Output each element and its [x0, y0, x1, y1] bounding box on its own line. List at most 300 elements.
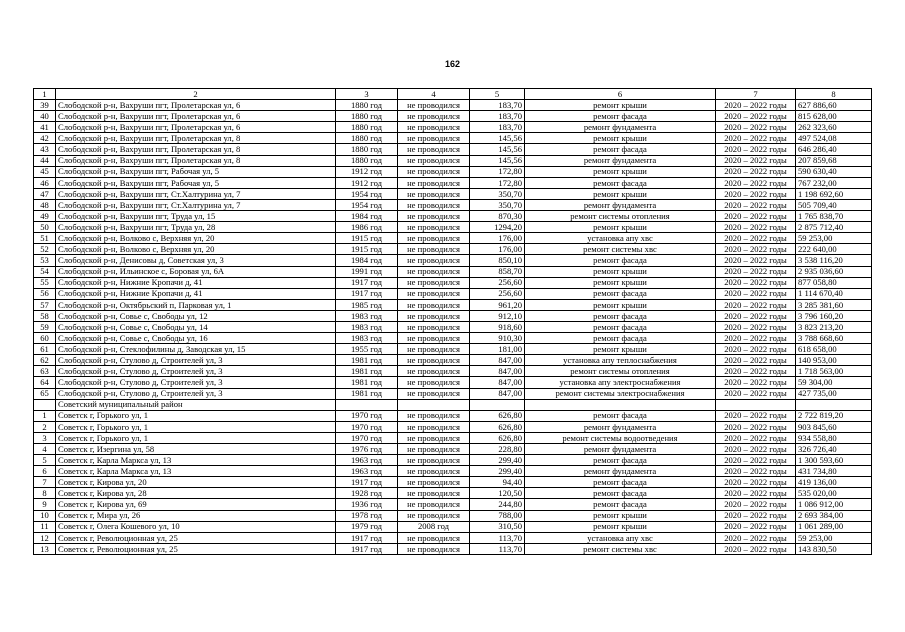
build-year-cell: 1880 год	[336, 122, 398, 133]
inspection-cell: не проводился	[398, 244, 470, 255]
address-cell: Слободской р-н, Вахруши пгт, Ст.Халтурина ул, 7	[56, 199, 336, 210]
cost-cell: 2 693 384,00	[796, 510, 872, 521]
address-cell: Советск г, Революционная ул, 25	[56, 532, 336, 543]
area-cell: 244,80	[470, 499, 525, 510]
address-cell: Советск г, Карла Маркса ул, 13	[56, 455, 336, 466]
work-type-cell: ремонт фасада	[525, 410, 716, 421]
address-cell: Советск г, Изергина ул, 58	[56, 444, 336, 455]
table-row	[34, 444, 872, 455]
cost-cell: 140 953,00	[796, 355, 872, 366]
build-year-cell: 1915 год	[336, 244, 398, 255]
work-type-cell: ремонт фасада	[525, 499, 716, 510]
table-row	[34, 166, 872, 177]
address-cell: Слободской р-н, Вахруши пгт, Ст.Халтурина ул, 7	[56, 188, 336, 199]
row-number: 3	[34, 432, 56, 443]
build-year-cell: 1955 год	[336, 344, 398, 355]
area-cell: 299,40	[470, 455, 525, 466]
cost-cell: 143 830,50	[796, 543, 872, 554]
empty-cell	[34, 399, 56, 410]
period-cell: 2020 – 2022 годы	[716, 166, 796, 177]
build-year-cell: 1880 год	[336, 111, 398, 122]
column-number: 1	[34, 89, 56, 100]
inspection-cell: не проводился	[398, 144, 470, 155]
build-year-cell: 1986 год	[336, 222, 398, 233]
column-number: 6	[525, 89, 716, 100]
area-cell: 120,50	[470, 488, 525, 499]
row-number: 6	[34, 466, 56, 477]
area-cell: 847,00	[470, 366, 525, 377]
row-number: 8	[34, 488, 56, 499]
row-number: 47	[34, 188, 56, 199]
area-cell: 626,80	[470, 410, 525, 421]
row-number: 10	[34, 510, 56, 521]
area-cell: 176,00	[470, 244, 525, 255]
table-row	[34, 133, 872, 144]
work-type-cell: ремонт системы отопления	[525, 211, 716, 222]
cost-cell: 505 709,40	[796, 199, 872, 210]
build-year-cell: 1970 год	[336, 410, 398, 421]
period-cell: 2020 – 2022 годы	[716, 188, 796, 199]
build-year-cell: 1976 год	[336, 444, 398, 455]
build-year-cell: 1917 год	[336, 543, 398, 554]
build-year-cell: 1991 год	[336, 266, 398, 277]
cost-cell: 3 796 160,20	[796, 310, 872, 321]
period-cell: 2020 – 2022 годы	[716, 199, 796, 210]
cost-cell: 497 524,08	[796, 133, 872, 144]
address-cell: Советск г, Горького ул, 1	[56, 432, 336, 443]
inspection-cell: не проводился	[398, 133, 470, 144]
period-cell: 2020 – 2022 годы	[716, 532, 796, 543]
row-number: 41	[34, 122, 56, 133]
build-year-cell: 1983 год	[336, 333, 398, 344]
period-cell: 2020 – 2022 годы	[716, 299, 796, 310]
period-cell: 2020 – 2022 годы	[716, 277, 796, 288]
address-cell: Советск г, Кирова ул, 28	[56, 488, 336, 499]
cost-cell: 815 628,00	[796, 111, 872, 122]
cost-cell: 1 300 593,60	[796, 455, 872, 466]
column-number: 5	[470, 89, 525, 100]
row-number: 39	[34, 100, 56, 111]
row-number: 43	[34, 144, 56, 155]
row-number: 4	[34, 444, 56, 455]
period-cell: 2020 – 2022 годы	[716, 111, 796, 122]
cost-cell: 3 285 381,60	[796, 299, 872, 310]
work-type-cell: ремонт фасада	[525, 111, 716, 122]
build-year-cell: 1880 год	[336, 155, 398, 166]
build-year-cell: 1954 год	[336, 188, 398, 199]
build-year-cell: 1985 год	[336, 299, 398, 310]
area-cell: 626,80	[470, 421, 525, 432]
address-cell: Советск г, Карла Маркса ул, 13	[56, 466, 336, 477]
work-type-cell: ремонт фундамента	[525, 466, 716, 477]
address-cell: Слободской р-н, Стулово д, Строителей ул, 3	[56, 355, 336, 366]
address-cell: Слободской р-н, Вахруши пгт, Рабочая ул, 5	[56, 177, 336, 188]
area-cell: 847,00	[470, 388, 525, 399]
address-cell: Слободской р-н, Стулово д, Строителей ул, 3	[56, 366, 336, 377]
row-number: 13	[34, 543, 56, 554]
inspection-cell: не проводился	[398, 477, 470, 488]
work-type-cell: ремонт фундамента	[525, 155, 716, 166]
period-cell: 2020 – 2022 годы	[716, 410, 796, 421]
inspection-cell: 2008 год	[398, 521, 470, 532]
inspection-cell: не проводился	[398, 233, 470, 244]
table-row	[34, 510, 872, 521]
build-year-cell: 1983 год	[336, 310, 398, 321]
inspection-cell: не проводился	[398, 199, 470, 210]
work-type-cell: ремонт крыши	[525, 299, 716, 310]
build-year-cell: 1983 год	[336, 321, 398, 332]
cost-cell: 2 875 712,40	[796, 222, 872, 233]
period-cell: 2020 – 2022 годы	[716, 333, 796, 344]
address-cell: Слободской р-н, Совье с, Свободы ул, 12	[56, 310, 336, 321]
address-cell: Слободской р-н, Совье с, Свободы ул, 14	[56, 321, 336, 332]
work-type-cell: ремонт фасада	[525, 255, 716, 266]
cost-cell: 59 304,00	[796, 377, 872, 388]
inspection-cell: не проводился	[398, 455, 470, 466]
period-cell: 2020 – 2022 годы	[716, 310, 796, 321]
address-cell: Советск г, Горького ул, 1	[56, 410, 336, 421]
period-cell: 2020 – 2022 годы	[716, 355, 796, 366]
column-number: 3	[336, 89, 398, 100]
area-cell: 918,60	[470, 321, 525, 332]
work-type-cell: ремонт крыши	[525, 133, 716, 144]
build-year-cell: 1912 год	[336, 166, 398, 177]
row-number: 60	[34, 333, 56, 344]
work-type-cell: установка апу хвс	[525, 532, 716, 543]
table-row	[34, 421, 872, 432]
row-number: 46	[34, 177, 56, 188]
cost-cell: 767 232,00	[796, 177, 872, 188]
district-heading-row	[34, 399, 872, 410]
row-number: 56	[34, 288, 56, 299]
cost-cell: 1 061 289,00	[796, 521, 872, 532]
build-year-cell: 1917 год	[336, 532, 398, 543]
table-row	[34, 100, 872, 111]
row-number: 40	[34, 111, 56, 122]
row-number: 51	[34, 233, 56, 244]
area-cell: 910,30	[470, 333, 525, 344]
period-cell: 2020 – 2022 годы	[716, 510, 796, 521]
row-number: 50	[34, 222, 56, 233]
cost-cell: 877 058,80	[796, 277, 872, 288]
table-row	[34, 266, 872, 277]
cost-cell: 3 823 213,20	[796, 321, 872, 332]
inspection-cell: не проводился	[398, 255, 470, 266]
period-cell: 2020 – 2022 годы	[716, 377, 796, 388]
area-cell: 350,70	[470, 199, 525, 210]
period-cell: 2020 – 2022 годы	[716, 288, 796, 299]
period-cell: 2020 – 2022 годы	[716, 144, 796, 155]
build-year-cell: 1984 год	[336, 255, 398, 266]
area-cell: 350,70	[470, 188, 525, 199]
work-type-cell: ремонт крыши	[525, 166, 716, 177]
build-year-cell: 1928 год	[336, 488, 398, 499]
work-type-cell: ремонт системы хвс	[525, 244, 716, 255]
cost-cell: 646 286,40	[796, 144, 872, 155]
inspection-cell: не проводился	[398, 355, 470, 366]
row-number: 57	[34, 299, 56, 310]
work-type-cell: установка апу хвс	[525, 233, 716, 244]
table-row	[34, 532, 872, 543]
address-cell: Советск г, Революционная ул, 25	[56, 543, 336, 554]
row-number: 11	[34, 521, 56, 532]
address-cell: Слободской р-н, Вахруши пгт, Пролетарская ул, 6	[56, 100, 336, 111]
address-cell: Слободской р-н, Октябрьский п, Парковая ул, 1	[56, 299, 336, 310]
row-number: 53	[34, 255, 56, 266]
build-year-cell: 1936 год	[336, 499, 398, 510]
empty-cell	[525, 399, 716, 410]
address-cell: Слободской р-н, Вахруши пгт, Труда ул, 28	[56, 222, 336, 233]
period-cell: 2020 – 2022 годы	[716, 155, 796, 166]
work-type-cell: ремонт фундамента	[525, 122, 716, 133]
table-row	[34, 477, 872, 488]
work-type-cell: ремонт фундамента	[525, 199, 716, 210]
period-cell: 2020 – 2022 годы	[716, 266, 796, 277]
cost-cell: 618 658,00	[796, 344, 872, 355]
area-cell: 183,70	[470, 111, 525, 122]
period-cell: 2020 – 2022 годы	[716, 521, 796, 532]
table-body	[34, 89, 872, 555]
row-number: 1	[34, 410, 56, 421]
address-cell: Слободской р-н, Вахруши пгт, Труда ул, 15	[56, 211, 336, 222]
period-cell: 2020 – 2022 годы	[716, 477, 796, 488]
row-number: 58	[34, 310, 56, 321]
address-cell: Советск г, Кирова ул, 69	[56, 499, 336, 510]
area-cell: 256,60	[470, 277, 525, 288]
work-type-cell: ремонт системы хвс	[525, 543, 716, 554]
row-number: 44	[34, 155, 56, 166]
area-cell: 145,56	[470, 133, 525, 144]
work-type-cell: установка апу электроснабжения	[525, 377, 716, 388]
address-cell: Слободской р-н, Стулово д, Строителей ул, 3	[56, 388, 336, 399]
inspection-cell: не проводился	[398, 100, 470, 111]
area-cell: 183,70	[470, 100, 525, 111]
area-cell: 961,20	[470, 299, 525, 310]
row-number: 55	[34, 277, 56, 288]
table-row	[34, 299, 872, 310]
table-row	[34, 321, 872, 332]
period-cell: 2020 – 2022 годы	[716, 177, 796, 188]
cost-cell: 1 114 670,40	[796, 288, 872, 299]
area-cell: 256,60	[470, 288, 525, 299]
row-number: 61	[34, 344, 56, 355]
work-type-cell: ремонт фасада	[525, 477, 716, 488]
cost-cell: 1 765 838,70	[796, 211, 872, 222]
period-cell: 2020 – 2022 годы	[716, 222, 796, 233]
column-number: 7	[716, 89, 796, 100]
inspection-cell: не проводился	[398, 366, 470, 377]
work-type-cell: ремонт фасада	[525, 333, 716, 344]
area-cell: 299,40	[470, 466, 525, 477]
row-number: 49	[34, 211, 56, 222]
work-type-cell: ремонт крыши	[525, 344, 716, 355]
area-cell: 172,80	[470, 177, 525, 188]
build-year-cell: 1954 год	[336, 199, 398, 210]
cost-cell: 59 253,00	[796, 233, 872, 244]
row-number: 48	[34, 199, 56, 210]
work-type-cell: ремонт системы водоотведения	[525, 432, 716, 443]
inspection-cell: не проводился	[398, 543, 470, 554]
inspection-cell: не проводился	[398, 277, 470, 288]
build-year-cell: 1917 год	[336, 277, 398, 288]
area-cell: 113,70	[470, 543, 525, 554]
period-cell: 2020 – 2022 годы	[716, 366, 796, 377]
table-row	[34, 111, 872, 122]
column-number-header-row	[34, 89, 872, 100]
inspection-cell: не проводился	[398, 111, 470, 122]
area-cell: 145,56	[470, 155, 525, 166]
build-year-cell: 1917 год	[336, 477, 398, 488]
cost-cell: 2 935 036,60	[796, 266, 872, 277]
cost-cell: 326 726,40	[796, 444, 872, 455]
table-row	[34, 188, 872, 199]
work-type-cell: ремонт системы отопления	[525, 366, 716, 377]
period-cell: 2020 – 2022 годы	[716, 133, 796, 144]
build-year-cell: 1979 год	[336, 521, 398, 532]
period-cell: 2020 – 2022 годы	[716, 344, 796, 355]
cost-cell: 59 253,00	[796, 532, 872, 543]
table-row	[34, 155, 872, 166]
area-cell: 176,00	[470, 233, 525, 244]
cost-cell: 262 323,60	[796, 122, 872, 133]
work-type-cell: ремонт фундамента	[525, 421, 716, 432]
table-row	[34, 488, 872, 499]
address-cell: Советск г, Мира ул, 26	[56, 510, 336, 521]
table-row	[34, 388, 872, 399]
period-cell: 2020 – 2022 годы	[716, 122, 796, 133]
work-type-cell: ремонт фасада	[525, 488, 716, 499]
area-cell: 113,70	[470, 532, 525, 543]
inspection-cell: не проводился	[398, 532, 470, 543]
inspection-cell: не проводился	[398, 288, 470, 299]
build-year-cell: 1963 год	[336, 466, 398, 477]
district-name: Советский муниципальный район	[56, 399, 336, 410]
address-cell: Слободской р-н, Вахруши пгт, Пролетарская ул, 8	[56, 133, 336, 144]
period-cell: 2020 – 2022 годы	[716, 455, 796, 466]
work-type-cell: ремонт крыши	[525, 222, 716, 233]
table-row	[34, 177, 872, 188]
period-cell: 2020 – 2022 годы	[716, 421, 796, 432]
row-number: 63	[34, 366, 56, 377]
build-year-cell: 1915 год	[336, 233, 398, 244]
inspection-cell: не проводился	[398, 299, 470, 310]
inspection-cell: не проводился	[398, 344, 470, 355]
cost-cell: 207 859,68	[796, 155, 872, 166]
period-cell: 2020 – 2022 годы	[716, 466, 796, 477]
work-type-cell: установка апу теплоснабжения	[525, 355, 716, 366]
table-row	[34, 466, 872, 477]
inspection-cell: не проводился	[398, 432, 470, 443]
inspection-cell: не проводился	[398, 466, 470, 477]
row-number: 54	[34, 266, 56, 277]
build-year-cell: 1981 год	[336, 377, 398, 388]
period-cell: 2020 – 2022 годы	[716, 432, 796, 443]
work-type-cell: ремонт фундамента	[525, 444, 716, 455]
empty-cell	[796, 399, 872, 410]
inspection-cell: не проводился	[398, 177, 470, 188]
period-cell: 2020 – 2022 годы	[716, 321, 796, 332]
work-type-cell: ремонт крыши	[525, 521, 716, 532]
table-row	[34, 355, 872, 366]
build-year-cell: 1963 год	[336, 455, 398, 466]
row-number: 52	[34, 244, 56, 255]
area-cell: 310,50	[470, 521, 525, 532]
cost-cell: 2 722 819,20	[796, 410, 872, 421]
address-cell: Слободской р-н, Нижние Кропачи д, 41	[56, 288, 336, 299]
row-number: 12	[34, 532, 56, 543]
area-cell: 228,80	[470, 444, 525, 455]
work-type-cell: ремонт фасада	[525, 455, 716, 466]
build-year-cell: 1880 год	[336, 100, 398, 111]
empty-cell	[716, 399, 796, 410]
build-year-cell: 1880 год	[336, 133, 398, 144]
table-row	[34, 543, 872, 554]
address-cell: Слободской р-н, Нижние Кропачи д, 41	[56, 277, 336, 288]
cost-cell: 934 558,80	[796, 432, 872, 443]
work-type-cell: ремонт фасада	[525, 144, 716, 155]
table-row	[34, 222, 872, 233]
cost-cell: 590 630,40	[796, 166, 872, 177]
table-row	[34, 211, 872, 222]
table-row	[34, 144, 872, 155]
address-cell: Советск г, Кирова ул, 20	[56, 477, 336, 488]
inspection-cell: не проводился	[398, 155, 470, 166]
address-cell: Слободской р-н, Волково с, Верхняя ул, 20	[56, 244, 336, 255]
area-cell: 847,00	[470, 355, 525, 366]
table-row	[34, 233, 872, 244]
inspection-cell: не проводился	[398, 222, 470, 233]
table-row	[34, 244, 872, 255]
address-cell: Слободской р-н, Вахруши пгт, Пролетарская ул, 6	[56, 122, 336, 133]
work-type-cell: ремонт фасада	[525, 288, 716, 299]
cost-cell: 3 788 668,60	[796, 333, 872, 344]
empty-cell	[470, 399, 525, 410]
table-row	[34, 199, 872, 210]
address-cell: Слободской р-н, Ильинское с, Боровая ул, 6А	[56, 266, 336, 277]
table-row	[34, 277, 872, 288]
area-cell: 145,56	[470, 144, 525, 155]
cost-cell: 535 020,00	[796, 488, 872, 499]
table-row	[34, 333, 872, 344]
inspection-cell: не проводился	[398, 510, 470, 521]
cost-cell: 431 734,80	[796, 466, 872, 477]
area-cell: 183,70	[470, 122, 525, 133]
area-cell: 850,10	[470, 255, 525, 266]
build-year-cell: 1970 год	[336, 421, 398, 432]
inspection-cell: не проводился	[398, 188, 470, 199]
inspection-cell: не проводился	[398, 310, 470, 321]
row-number: 9	[34, 499, 56, 510]
row-number: 64	[34, 377, 56, 388]
period-cell: 2020 – 2022 годы	[716, 211, 796, 222]
inspection-cell: не проводился	[398, 499, 470, 510]
address-cell: Слободской р-н, Совье с, Свободы ул, 16	[56, 333, 336, 344]
column-number: 4	[398, 89, 470, 100]
table-row	[34, 499, 872, 510]
row-number: 42	[34, 133, 56, 144]
area-cell: 788,00	[470, 510, 525, 521]
table-row	[34, 366, 872, 377]
table-row	[34, 310, 872, 321]
row-number: 45	[34, 166, 56, 177]
column-number: 2	[56, 89, 336, 100]
work-type-cell: ремонт крыши	[525, 100, 716, 111]
inspection-cell: не проводился	[398, 444, 470, 455]
table-row	[34, 288, 872, 299]
build-year-cell: 1917 год	[336, 288, 398, 299]
work-type-cell: ремонт крыши	[525, 277, 716, 288]
cost-cell: 1 086 912,00	[796, 499, 872, 510]
